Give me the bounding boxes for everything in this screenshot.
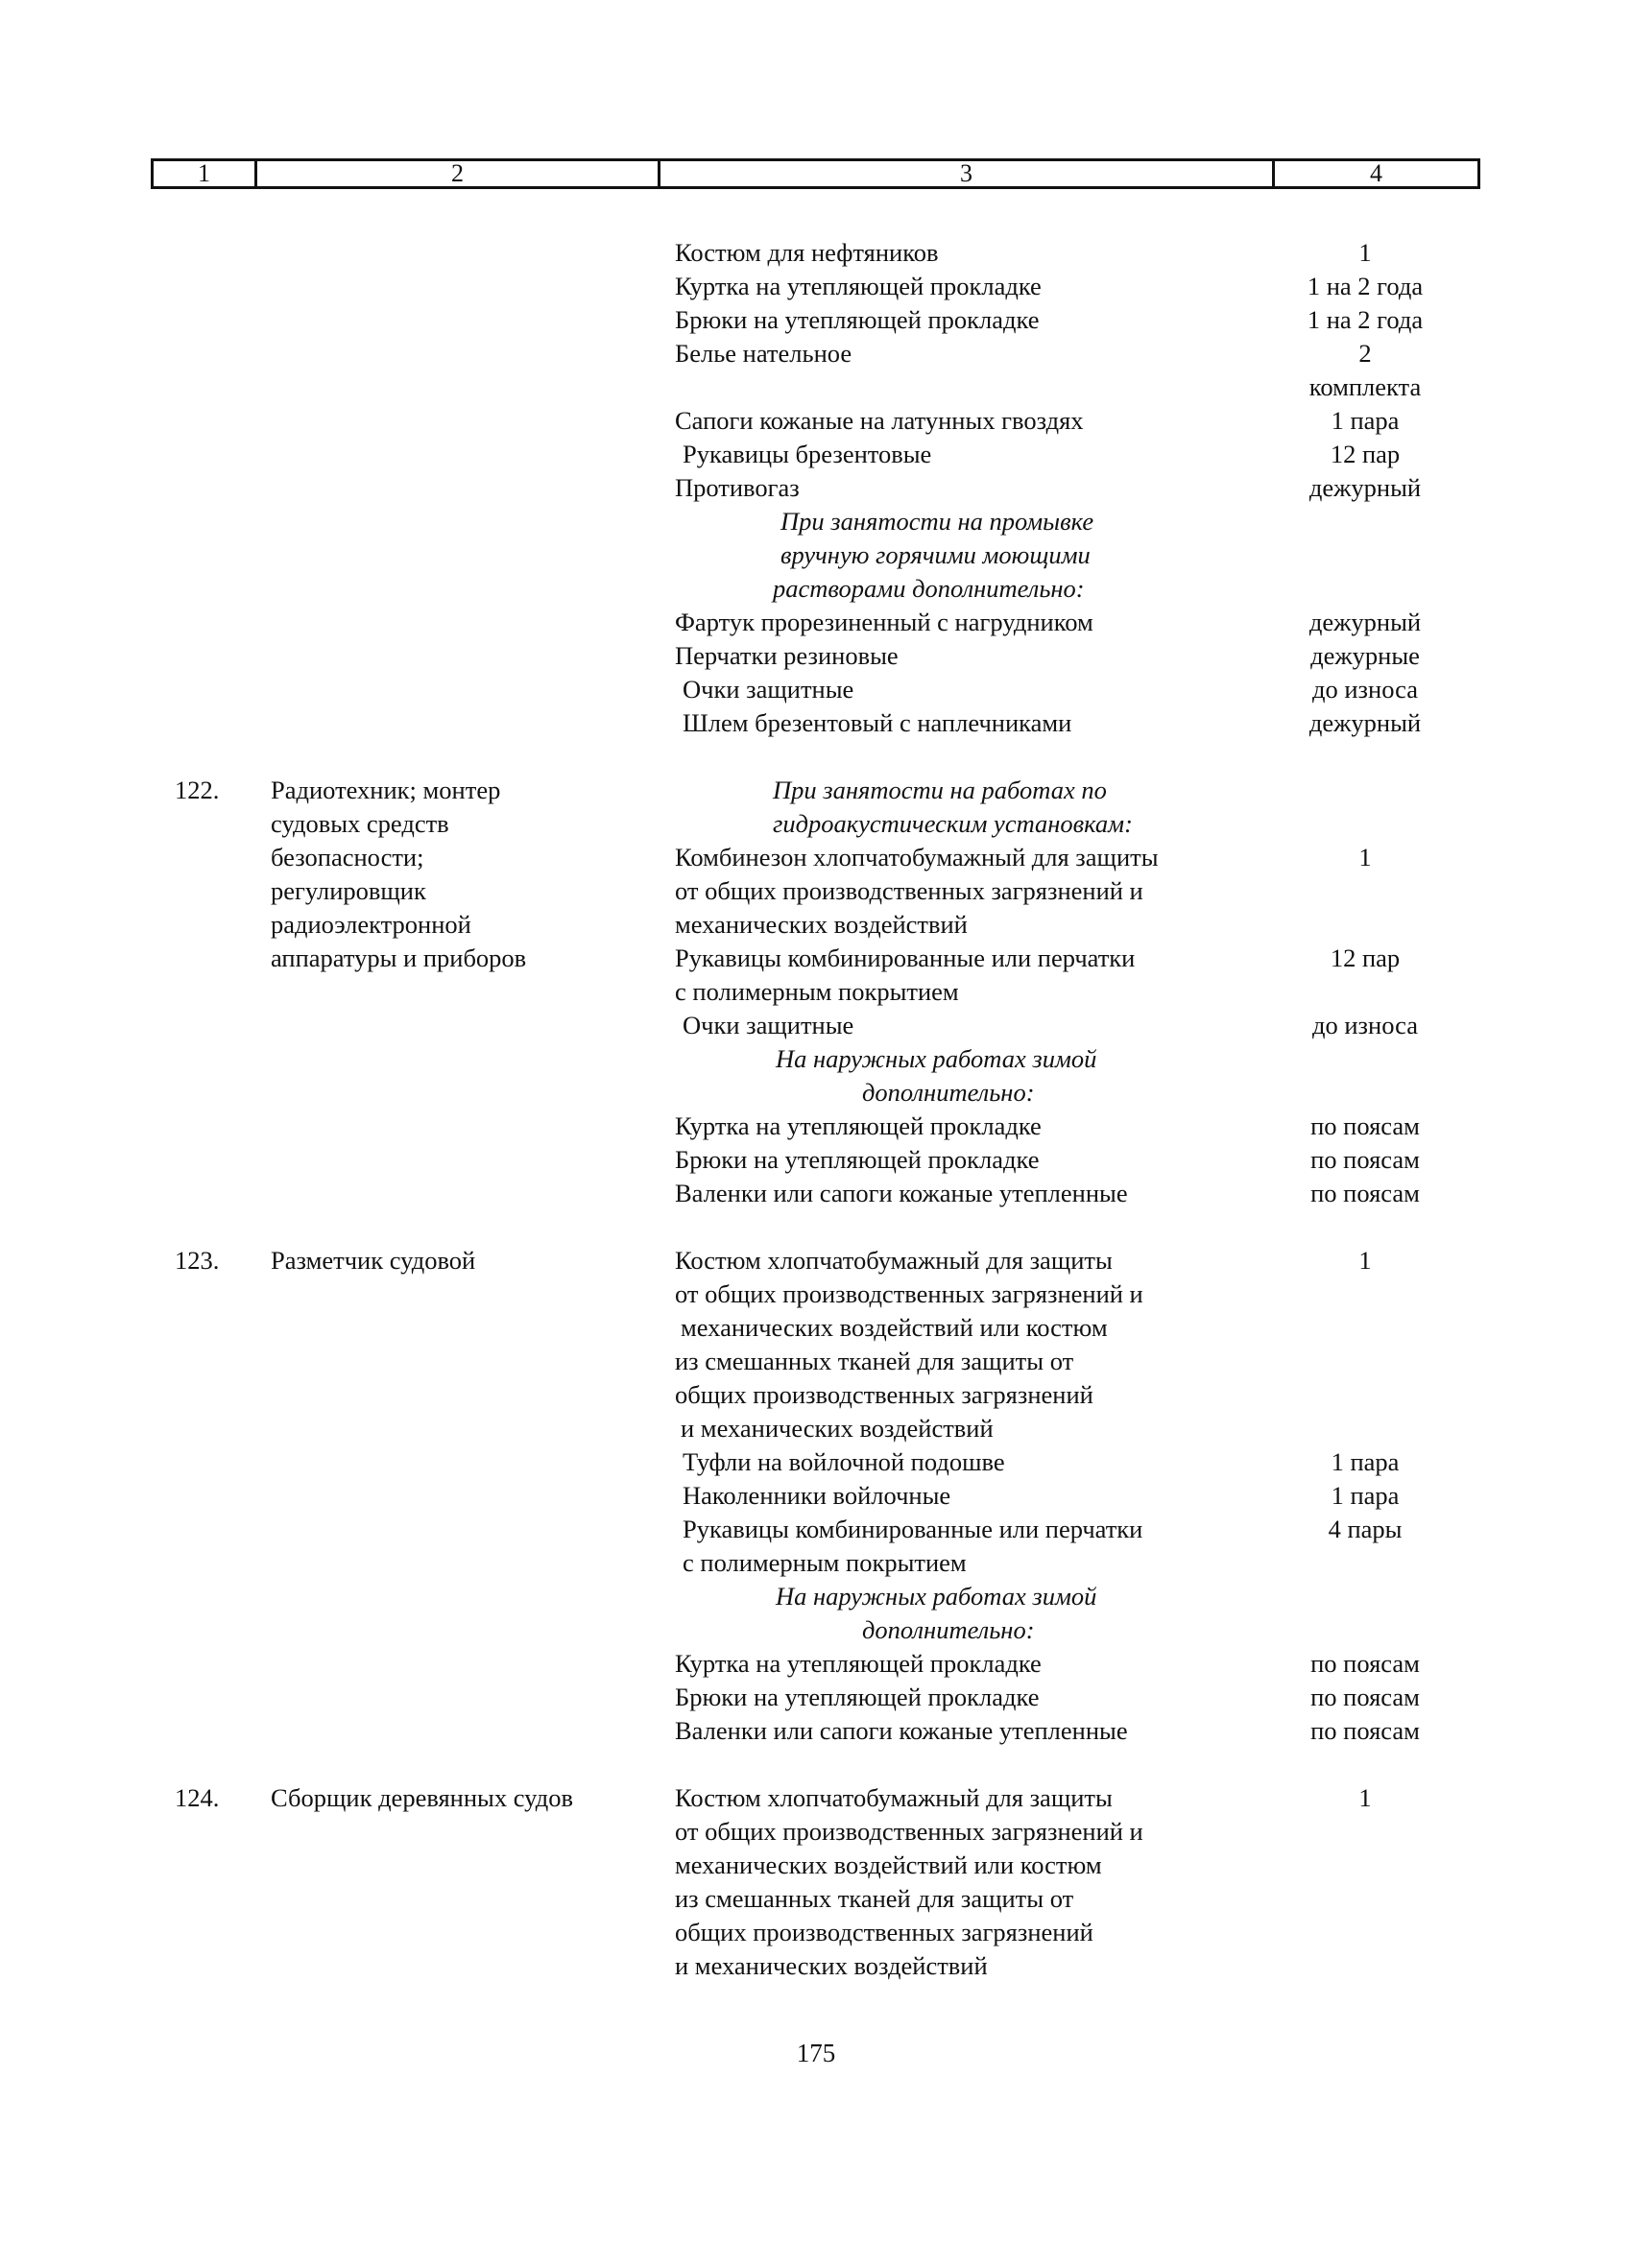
condition-note: механических воздействий (675, 910, 968, 939)
quantity-text: 1 пара (1331, 406, 1400, 435)
quantity-text: 1 (1358, 1783, 1372, 1812)
quantity-text: по поясам (1310, 1649, 1420, 1678)
quantity-text: 1 на 2 года (1307, 272, 1424, 300)
condition-note: дополнительно: (862, 1615, 1035, 1644)
profession-text: безопасности; (271, 843, 424, 871)
quantity-text: дежурный (1308, 473, 1422, 502)
column-header-1: 1 (154, 161, 257, 186)
condition-note: При занятости на работах по (773, 776, 1107, 804)
condition-note: Комбинезон хлопчатобумажный для защиты (675, 843, 1159, 871)
condition-note: Куртка на утепляющей прокладке (675, 1111, 1042, 1140)
condition-note: механических воздействий или костюм (681, 1313, 1108, 1342)
condition-note: Костюм для нефтяников (675, 238, 939, 267)
condition-note: из смешанных тканей для защиты от (675, 1884, 1074, 1913)
quantity-text: 1 пара (1331, 1481, 1400, 1510)
condition-note: от общих производственных загрязнений и (675, 1279, 1143, 1308)
condition-note: Туфли на войлочной подошве (683, 1447, 1005, 1476)
quantity-text: 12 пар (1330, 440, 1401, 468)
condition-note: и механических воздействий (675, 1951, 988, 1980)
condition-note: На наружных работах зимой (776, 1044, 1097, 1073)
condition-note: Очки защитные (683, 675, 854, 704)
condition-note: механических воздействий или костюм (675, 1850, 1102, 1879)
condition-note: Куртка на утепляющей прокладке (675, 272, 1042, 300)
condition-note: Брюки на утепляющей прокладке (675, 1145, 1040, 1174)
condition-note: общих производственных загрязнений (675, 1918, 1093, 1946)
page-number: 175 (796, 2039, 836, 2067)
condition-note: Наколенники войлочные (683, 1481, 951, 1510)
quantity-text: до износа (1312, 1011, 1418, 1039)
quantity-text: дежурные (1310, 641, 1420, 670)
condition-note: При занятости на промывке (780, 507, 1094, 536)
quantity-text: 2 (1358, 339, 1372, 368)
condition-note: дополнительно: (862, 1078, 1035, 1107)
condition-note: Валенки или сапоги кожаные утепленные (675, 1179, 1128, 1207)
quantity-text: до износа (1312, 675, 1418, 704)
quantity-text: дежурный (1308, 608, 1422, 636)
condition-note: Противогаз (675, 473, 800, 502)
quantity-text: 1 (1358, 1246, 1372, 1275)
quantity-text: 1 (1358, 843, 1372, 871)
profession-text: Сборщик деревянных судов (271, 1783, 573, 1812)
quantity-text: дежурный (1308, 708, 1422, 737)
profession-text: судовых средств (271, 809, 449, 838)
condition-note: и механических воздействий (681, 1414, 994, 1443)
column-header-4: 4 (1370, 159, 1382, 187)
condition-note: Очки защитные (683, 1011, 854, 1039)
condition-note: с полимерным покрытием (675, 977, 959, 1006)
quantity-text: 1 (1358, 238, 1372, 267)
condition-note: Костюм хлопчатобумажный для защиты (675, 1246, 1113, 1275)
quantity-text: по поясам (1310, 1111, 1420, 1140)
condition-note: Фартук прорезиненный с нагрудником (675, 608, 1093, 636)
condition-note: Белье нательное (675, 339, 852, 368)
profession-text: аппаратуры и приборов (271, 943, 527, 972)
profession-text: Радиотехник; монтер (271, 776, 501, 804)
condition-note: Шлем брезентовый с наплечниками (683, 708, 1072, 737)
condition-note: с полимерным покрытием (683, 1548, 967, 1577)
condition-note: Валенки или сапоги кожаные утепленные (675, 1716, 1128, 1745)
row-number: 123. (175, 1246, 220, 1275)
condition-note: Брюки на утепляющей прокладке (675, 1683, 1040, 1711)
profession-text: регулировщик (271, 876, 426, 905)
quantity-text: по поясам (1310, 1716, 1420, 1745)
condition-note: растворами дополнительно: (773, 574, 1085, 603)
quantity-text: 1 пара (1331, 1447, 1400, 1476)
condition-note: общих производственных загрязнений (675, 1380, 1093, 1409)
condition-note: На наружных работах зимой (776, 1582, 1097, 1611)
condition-note: Куртка на утепляющей прокладке (675, 1649, 1042, 1678)
condition-note: Сапоги кожаные на латунных гвоздях (675, 406, 1084, 435)
condition-note: от общих производственных загрязнений и (675, 876, 1143, 905)
condition-note: Перчатки резиновые (675, 641, 899, 670)
quantity-text: 12 пар (1330, 943, 1401, 972)
condition-note: от общих производственных загрязнений и (675, 1817, 1143, 1846)
column-header-2: 2 (257, 161, 660, 186)
quantity-text: по поясам (1310, 1145, 1420, 1174)
quantity-text: комплекта (1308, 372, 1422, 401)
row-number: 122. (175, 776, 220, 804)
profession-text: радиоэлектронной (271, 910, 471, 939)
row-number: 124. (175, 1783, 220, 1812)
quantity-text: 1 на 2 года (1307, 305, 1424, 334)
quantity-text: по поясам (1310, 1683, 1420, 1711)
column-header-row (151, 158, 1480, 189)
condition-note: Брюки на утепляющей прокладке (675, 305, 1040, 334)
quantity-text: по поясам (1310, 1179, 1420, 1207)
profession-text: Разметчик судовой (271, 1246, 476, 1275)
condition-note: Костюм хлопчатобумажный для защиты (675, 1783, 1113, 1812)
quantity-text: 4 пары (1328, 1515, 1403, 1543)
condition-note: Рукавицы брезентовые (683, 440, 932, 468)
condition-note: гидроакустическим установкам: (773, 809, 1133, 838)
condition-note: Рукавицы комбинированные или перчатки (683, 1515, 1143, 1543)
condition-note: вручную горячими моющими (780, 540, 1091, 569)
condition-note: Рукавицы комбинированные или перчатки (675, 943, 1136, 972)
condition-note: из смешанных тканей для защиты от (675, 1347, 1074, 1375)
column-header-3: 3 (660, 161, 1275, 186)
